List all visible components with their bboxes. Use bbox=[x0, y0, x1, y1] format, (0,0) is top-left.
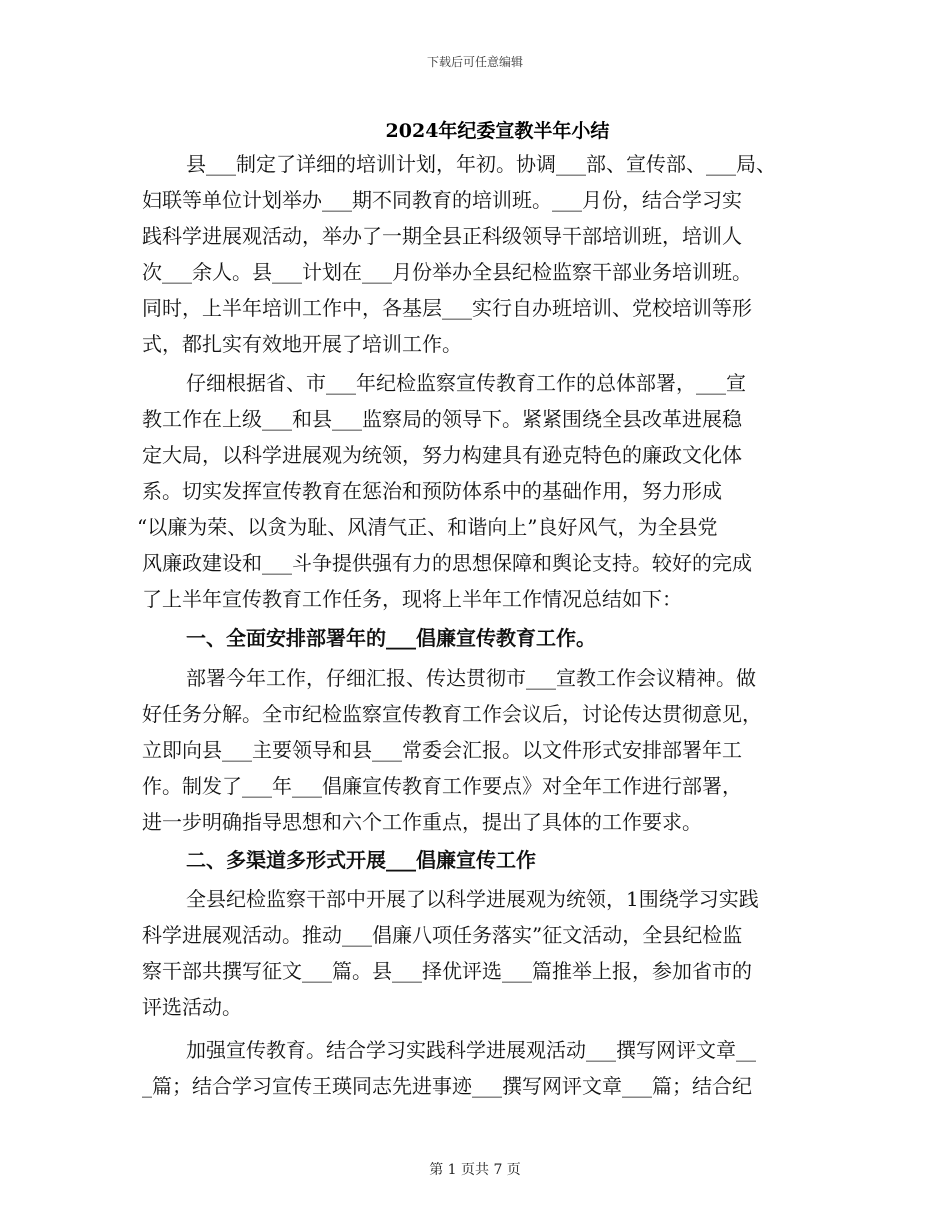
body-line: 作。制发了___年___倡廉宣传教育工作要点》对全年工作进行部署， bbox=[142, 774, 742, 798]
body-line: 妇联等单位计划举办___期不同教育的培训班。___月份，结合学习实 bbox=[142, 188, 742, 212]
header-note: 下载后可任意编辑 bbox=[426, 55, 523, 69]
document-title: 2024年纪委宣教半年小结 bbox=[385, 120, 610, 142]
body-line: 进一步明确指导思想和六个工作重点，提出了具体的工作要求。 bbox=[142, 810, 702, 834]
body-line: 系。切实发挥宣传教育在惩治和预防体系中的基础作用，努力形成 bbox=[142, 479, 722, 503]
body-line: 风廉政建设和___斗争提供强有力的思想保障和舆论支持。较好的完成 bbox=[142, 551, 752, 575]
body-line: “以廉为荣、以贪为耻、风清气正、和谐向上”良好风气，为全县党 bbox=[137, 515, 718, 539]
body-line: 式，都扎实有效地开展了培训工作。 bbox=[142, 332, 462, 356]
body-line: 评选活动。 bbox=[142, 995, 242, 1019]
body-line: 定大局，以科学进展观为统领，努力构建具有逊克特色的廉政文化体 bbox=[142, 443, 742, 467]
page-footer: 第 1 页共 7 页 bbox=[429, 1162, 521, 1178]
body-line: 全县纪检监察干部中开展了以科学进展观为统领，1围绕学习实践 bbox=[186, 887, 759, 911]
body-line: 加强宣传教育。结合学习实践科学进展观活动___撰写网评文章__ bbox=[186, 1038, 756, 1062]
body-line: 部署今年工作，仔细汇报、传达贯彻市___宣教工作会议精神。做 bbox=[186, 666, 756, 690]
body-line: 察干部共撰写征文___篇。县___择优评选___篇推举上报，参加省市的 bbox=[142, 959, 752, 983]
body-line: 教工作在上级___和县___监察局的领导下。紧紧围绕全县改革进展稳 bbox=[142, 407, 742, 431]
body-line: 同时，上半年培训工作中，各基层___实行自办班培训、党校培训等形 bbox=[142, 296, 752, 320]
body-line: 县___制定了详细的培训计划，年初。协调___部、宣传部、___局、 bbox=[186, 152, 776, 176]
body-line: 立即向县___主要领导和县___常委会汇报。以文件形式安排部署年工 bbox=[142, 738, 742, 762]
body-line: 了上半年宣传教育工作任务，现将上半年工作情况总结如下： bbox=[142, 587, 682, 611]
body-line: 科学进展观活动。推动___倡廉八项任务落实”征文活动，全县纪检监 bbox=[142, 923, 743, 947]
section-heading: 二、多渠道多形式开展___倡廉宣传工作 bbox=[186, 848, 536, 872]
body-line: 践科学进展观活动，举办了一期全县正科级领导干部培训班，培训人 bbox=[142, 224, 742, 248]
section-heading: 一、全面安排部署年的___倡廉宣传教育工作。 bbox=[186, 626, 596, 650]
body-line: 仔细根据省、市___年纪检监察宣传教育工作的总体部署，___宣 bbox=[186, 371, 746, 395]
body-line: 好任务分解。全市纪检监察宣传教育工作会议后，讨论传达贯彻意见， bbox=[142, 702, 762, 726]
body-line: 次___余人。县___计划在___月份举办全县纪检监察干部业务培训班。 bbox=[142, 260, 752, 284]
body-line: _篇；结合学习宣传王瑛同志先进事迹___撰写网评文章___篇；结合纪 bbox=[142, 1074, 752, 1098]
